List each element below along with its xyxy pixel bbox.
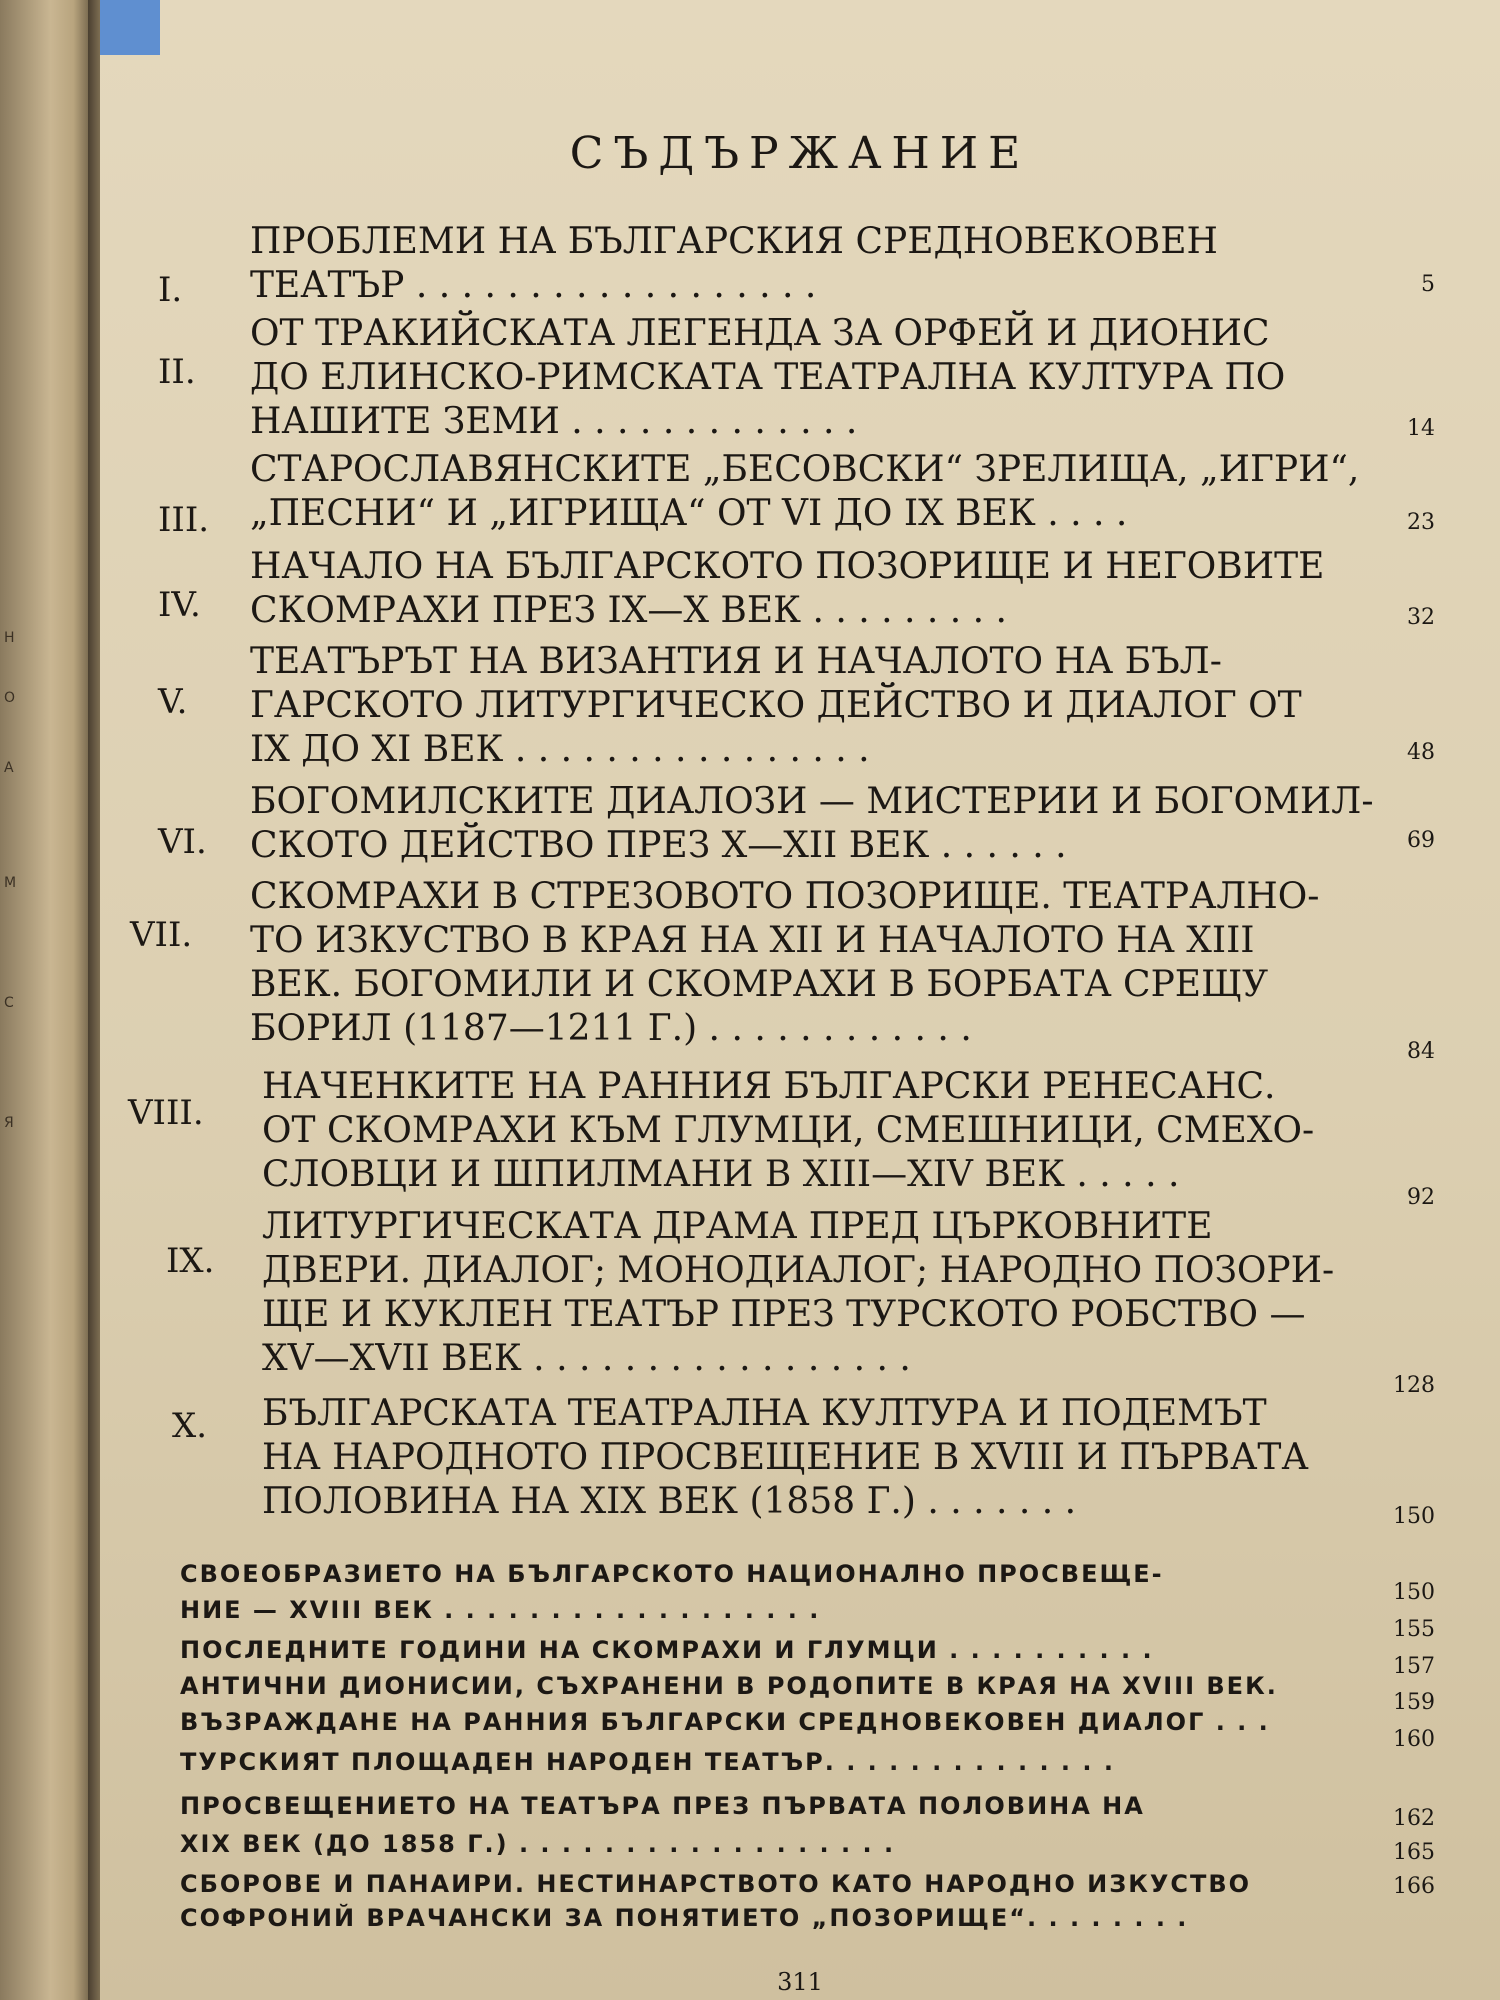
chapter-title-line: ОТ СКОМРАХИ КЪМ ГЛУМЦИ, СМЕШНИЦИ, СМЕХО- (262, 1110, 1315, 1151)
toc-subentry-line: ПРОСВЕЩЕНИЕТО НА ТЕАТЪРА ПРЕЗ ПЪРВАТА ПОЛОВИНА НА (180, 1792, 1145, 1820)
toc-subentry-line: ВЪЗРАЖДАНЕ НА РАННИЯ БЪЛГАРСКИ СРЕДНОВЕКОВЕН ДИАЛОГ . . . (180, 1708, 1270, 1736)
chapter-title-line: СТАРОСЛАВЯНСКИТЕ „БЕСОВСКИ“ ЗРЕЛИЩА, „ИГРИ“, (250, 449, 1360, 490)
toc-chapter (100, 1392, 1500, 1542)
toc-subentry-line: ТУРСКИЯТ ПЛОЩАДЕН НАРОДЕН ТЕАТЪР. . . . . . . . . . . . . . (180, 1748, 1115, 1776)
toc-subentry-line: АНТИЧНИ ДИОНИСИИ, СЪХРАНЕНИ В РОДОПИТЕ В КРАЯ НА XVIII ВЕК. (180, 1672, 1278, 1700)
chapter-title-line: ТЕАТЪР . . . . . . . . . . . . . . . . . . (250, 265, 817, 306)
toc-chapter (100, 640, 1500, 780)
page-reference: 160 (1393, 1727, 1435, 1752)
left-page-fragment: Н (4, 630, 15, 646)
toc-subentry-line: СБОРОВЕ И ПАНАИРИ. НЕСТИНАРСТВОТО КАТО НАРОДНО ИЗКУСТВО (180, 1870, 1252, 1898)
chapter-title-line: СКОМРАХИ ПРЕЗ IX—X ВЕК . . . . . . . . . (250, 590, 1008, 631)
chapter-number: V. (158, 682, 188, 722)
chapter-title-line: СКОМРАХИ В СТРЕЗОВОТО ПОЗОРИЩЕ. ТЕАТРАЛНО- (250, 876, 1320, 917)
page-reference: 159 (1393, 1690, 1435, 1715)
chapter-title-line: XV—XVII ВЕК . . . . . . . . . . . . . . . . . (262, 1338, 911, 1379)
left-page-fragment: А (4, 760, 14, 776)
left-page-fragment: С (4, 995, 14, 1011)
chapter-title-line: БОРИЛ (1187—1211 Г.) . . . . . . . . . . . . (250, 1008, 972, 1049)
page-reference: 128 (1393, 1373, 1435, 1398)
chapter-title-line: БОГОМИЛСКИТЕ ДИАЛОЗИ — МИСТЕРИИ И БОГОМИЛ- (250, 781, 1374, 822)
page-reference: 69 (1407, 828, 1435, 853)
left-page-fragment: О (4, 690, 16, 706)
chapter-title-line: ДО ЕЛИНСКО-РИМСКАТА ТЕАТРАЛНА КУЛТУРА ПО (250, 357, 1286, 398)
page-reference: 150 (1393, 1580, 1435, 1605)
page-reference: 166 (1393, 1874, 1435, 1899)
page-reference: 162 (1393, 1806, 1435, 1831)
chapter-number: VI. (158, 822, 207, 862)
chapter-title-line: СКОТО ДЕЙСТВО ПРЕЗ X—XII ВЕК . . . . . . (250, 825, 1067, 866)
toc-subentry-line: НИЕ — XVIII ВЕК . . . . . . . . . . . . . . . . . . (180, 1596, 821, 1624)
chapter-number: II. (158, 352, 196, 392)
chapter-title-line: ПОЛОВИНА НА XIX ВЕК (1858 Г.) . . . . . . . (262, 1481, 1077, 1522)
chapter-number: III. (158, 500, 210, 540)
page-reference: 5 (1421, 272, 1435, 297)
page-title: СЪДЪРЖАНИЕ (569, 128, 1031, 179)
page-reference: 155 (1393, 1617, 1435, 1642)
chapter-title-line: НАЧЕНКИТЕ НА РАННИЯ БЪЛГАРСКИ РЕНЕСАНС. (262, 1066, 1276, 1107)
page-reference: 150 (1393, 1504, 1435, 1529)
chapter-title-line: ПРОБЛЕМИ НА БЪЛГАРСКИЯ СРЕДНОВЕКОВЕН (250, 221, 1218, 262)
toc-chapter (100, 448, 1500, 548)
chapter-number: IV. (158, 585, 201, 625)
chapter-title-line: БЪЛГАРСКАТА ТЕАТРАЛНА КУЛТУРА И ПОДЕМЪТ (262, 1393, 1267, 1434)
page-reference: 23 (1407, 510, 1435, 535)
left-page-fragment: Я (4, 1115, 14, 1131)
page-number: 311 (777, 1968, 823, 1996)
page-reference: 157 (1393, 1654, 1435, 1679)
chapter-title-line: ЩЕ И КУКЛЕН ТЕАТЪР ПРЕЗ ТУРСКОТО РОБСТВО — (262, 1294, 1306, 1335)
chapter-number: VII. (130, 915, 193, 955)
page-reference: 48 (1407, 740, 1435, 765)
page-reference: 14 (1407, 416, 1435, 441)
chapter-title-line: ТО ИЗКУСТВО В КРАЯ НА XII И НАЧАЛОТО НА XIII (250, 920, 1255, 961)
page-reference: 84 (1407, 1039, 1435, 1064)
chapter-title-line: СЛОВЦИ И ШПИЛМАНИ В XIII—XIV ВЕК . . . . . (262, 1154, 1180, 1195)
chapter-title-line: ВЕК. БОГОМИЛИ И СКОМРАХИ В БОРБАТА СРЕЩУ (250, 964, 1269, 1005)
chapter-title-line: ОТ ТРАКИЙСКАТА ЛЕГЕНДА ЗА ОРФЕЙ И ДИОНИС (250, 313, 1270, 354)
toc-subentry-line: СОФРОНИЙ ВРАЧАНСКИ ЗА ПОНЯТИЕТО „ПОЗОРИЩЕ“. . . . . . . . (180, 1904, 1189, 1932)
toc-chapter (100, 780, 1500, 880)
chapter-title-line: ТЕАТЪРЪТ НА ВИЗАНТИЯ И НАЧАЛОТО НА БЪЛ- (250, 641, 1222, 682)
chapter-title-line: IX ДО XI ВЕК . . . . . . . . . . . . . . . . (250, 729, 870, 770)
chapter-title-line: ГАРСКОТО ЛИТУРГИЧЕСКО ДЕЙСТВО И ДИАЛОГ ОТ (250, 685, 1302, 726)
chapter-title-line: ЛИТУРГИЧЕСКАТА ДРАМА ПРЕД ЦЪРКОВНИТЕ (262, 1206, 1213, 1247)
chapter-title-line: ДВЕРИ. ДИАЛОГ; МОНОДИАЛОГ; НАРОДНО ПОЗОРИ- (262, 1250, 1335, 1291)
page-reference: 32 (1407, 605, 1435, 630)
toc-subentry-line: СВОЕОБРАЗИЕТО НА БЪЛГАРСКОТО НАЦИОНАЛНО ПРОСВЕЩЕ- (180, 1560, 1164, 1588)
chapter-number: I. (158, 270, 183, 310)
chapter-number: IX. (166, 1241, 215, 1281)
chapter-title-line: НА НАРОДНОТО ПРОСВЕЩЕНИЕ В XVIII И ПЪРВАТА (262, 1437, 1309, 1478)
toc-chapter (100, 875, 1500, 1065)
chapter-title-line: НАЧАЛО НА БЪЛГАРСКОТО ПОЗОРИЩЕ И НЕГОВИТЕ (250, 546, 1325, 587)
toc-chapter (100, 1205, 1500, 1398)
chapter-title-line: НАШИТЕ ЗЕМИ . . . . . . . . . . . . . (250, 401, 858, 442)
chapter-title-line: „ПЕСНИ“ И „ИГРИЩА“ ОТ VI ДО IX ВЕК . . . . (250, 493, 1128, 534)
toc-subentry-line: XIX ВЕК (ДО 1858 Г.) . . . . . . . . . . . . . . . . . . (180, 1830, 896, 1858)
left-page-edge (0, 0, 92, 2000)
toc-chapter (100, 312, 1500, 452)
toc-chapter (100, 1065, 1500, 1210)
background-corner (100, 0, 160, 55)
book-page (100, 0, 1500, 2000)
page-reference: 165 (1393, 1840, 1435, 1865)
chapter-number: X. (172, 1406, 208, 1446)
chapter-number: VIII. (128, 1093, 204, 1133)
toc-subentry-line: ПОСЛЕДНИТЕ ГОДИНИ НА СКОМРАХИ И ГЛУМЦИ . . . . . . . . . . (180, 1636, 1154, 1664)
page-reference: 92 (1407, 1185, 1435, 1210)
toc-chapter (100, 545, 1500, 645)
left-page-fragment: М (4, 875, 17, 891)
